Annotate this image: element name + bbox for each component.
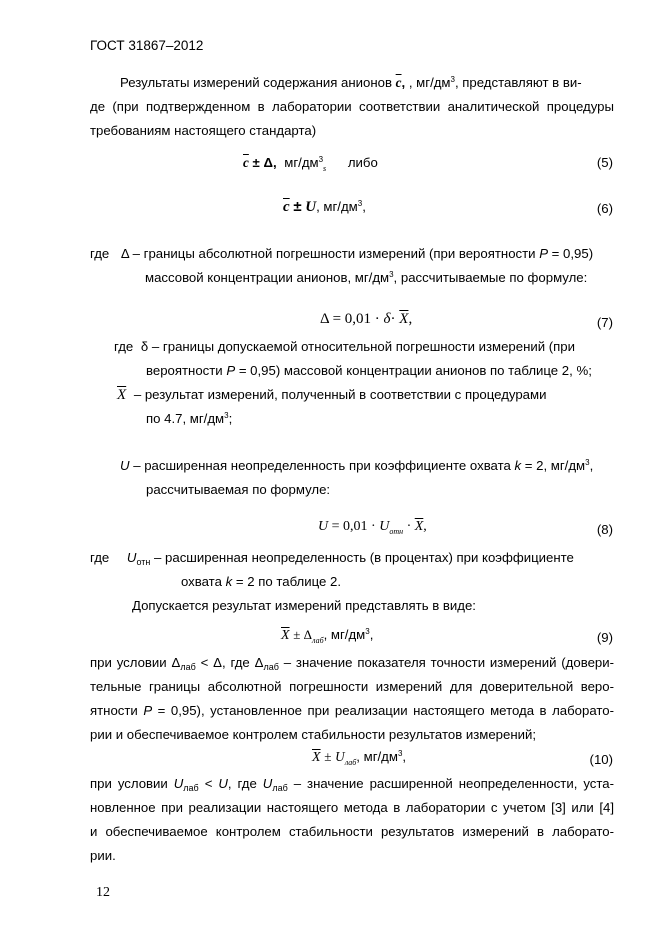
comma: , (408, 311, 413, 327)
document-header: ГОСТ 31867–2012 (90, 38, 204, 53)
comma: , (401, 75, 406, 90)
equation-number-5: (5) (596, 155, 613, 170)
plus-minus: ± (324, 749, 332, 764)
text: при условии Δ (90, 655, 181, 670)
text: = 0,95) массовой концентрации анионов по таблице 2, %; (238, 363, 592, 378)
paragraph-condition-9-line-2: тельные границы абсолютной погрешности измерений для доверительной веро- (90, 679, 614, 694)
superscript: 3 (389, 270, 394, 279)
symbol-k: k (514, 458, 522, 473)
text: < (204, 776, 213, 791)
plus-minus: ± (293, 198, 302, 215)
unit-text: , мг/дм (316, 199, 358, 214)
symbol-X-mean: $\overline{X}$ (399, 311, 409, 327)
superscript: 3 (450, 75, 455, 84)
equation-number-6: (6) (596, 201, 613, 216)
subscript: лаб (263, 662, 279, 672)
text-or: либо (347, 155, 378, 170)
paragraph-condition-10-line-1 (90, 776, 614, 791)
definition-delta-line-1 (90, 246, 593, 261)
subscript: лаб (183, 783, 199, 793)
text: массовой концентрации анионов, мг/дм (145, 270, 390, 285)
symbol-U: U (305, 199, 317, 215)
superscript: 3 (318, 155, 324, 164)
subscript-lab: лаб (311, 636, 324, 645)
text: = 0,95) (551, 246, 594, 261)
symbol-X-mean: $\overline{X}$ (312, 750, 321, 765)
comma: , (272, 155, 277, 170)
text-where: где (90, 246, 110, 261)
unit-text: мг/дм (284, 155, 319, 170)
equation-5 (243, 155, 378, 171)
superscript: 3 (397, 749, 403, 758)
text-where: где (114, 339, 134, 354)
text: по 4.7, мг/дм (146, 411, 225, 426)
symbol-delta-small: δ (383, 311, 391, 327)
paragraph-condition-9-line-3 (90, 703, 614, 718)
unit-text: , мг/дм (356, 749, 398, 764)
equation-number-7: (7) (596, 315, 613, 330)
text: – расширенная неопределенность (в процентах) при коэффициенте (154, 550, 574, 565)
text: – значение расширенной неопределенности, уста- (293, 776, 614, 791)
paragraph-results-line-1 (120, 75, 582, 91)
symbol-P: P (143, 703, 153, 718)
formula-text: = 0,01 · (331, 519, 376, 534)
paragraph-condition-10-line-3: и обеспечиваемое контролем стабильности результатов измерений в лаборато- (90, 824, 614, 839)
text: при условии (90, 776, 168, 791)
text: = 2 по таблице 2. (235, 574, 342, 589)
text: , где (227, 776, 257, 791)
text-where: где (90, 550, 110, 565)
symbol-U: U (126, 550, 137, 565)
definition-delta-line-2 (145, 270, 587, 285)
equation-number-9: (9) (596, 630, 613, 645)
symbol-U: U (173, 776, 184, 791)
equation-6 (283, 198, 366, 216)
text: , представляют в ви- (454, 75, 582, 90)
symbol-c-mean: $\overline{c}$ (395, 75, 402, 90)
definition-U-line-2: рассчитываемая по формуле: (146, 482, 331, 497)
subscript: лаб (180, 662, 196, 672)
symbol-X-mean: $\overline{X}$ (117, 387, 127, 403)
equation-number-8: (8) (596, 522, 613, 537)
text: = 2, мг/дм (524, 458, 586, 473)
subscript: s (323, 164, 327, 173)
definition-X-line-1 (117, 387, 546, 404)
equation-10 (312, 749, 406, 766)
paragraph-results-line-2: де (при подтвержденном в лаборатории соответствии аналитической процедуры (90, 99, 614, 114)
paragraph-condition-10-line-4: рии. (90, 848, 116, 863)
allowed-statement: Допускается результат измерений представлять в виде: (132, 598, 476, 613)
symbol-c-mean: $\overline{c}$ (243, 155, 249, 170)
symbol-U: U (318, 519, 329, 534)
subscript: отн (136, 557, 151, 567)
text: = 0,95), установленное при реализации настоящего метода в лаборато- (157, 703, 614, 718)
plus-minus-delta: ± Δ (293, 627, 312, 642)
comma: , (369, 627, 374, 642)
text: – расширенная неопределенность при коэффициенте охвата (133, 458, 511, 473)
superscript: 3 (357, 199, 363, 208)
superscript: 3 (365, 627, 370, 636)
definition-X-line-2 (146, 411, 232, 426)
formula-text: Δ = 0,01 · (320, 311, 380, 327)
definition-U-line-1 (120, 458, 593, 473)
equation-number-10: (10) (589, 752, 613, 767)
dot: · (406, 519, 412, 534)
symbol-X-mean: $\overline{X}$ (414, 519, 424, 534)
text: ятности (90, 703, 138, 718)
subscript-otn: отн (389, 527, 404, 536)
paragraph-condition-9-line-1 (90, 655, 614, 670)
text: Δ – границы абсолютной погрешности измерений (при вероятности (120, 246, 536, 261)
plus-minus: ± (252, 155, 260, 170)
paragraph-condition-10-line-2: новленное при реализации настоящего метода в лаборатории с учетом [3] или [4] (90, 800, 614, 815)
symbol-P: P (226, 363, 236, 378)
symbol-delta: Δ (263, 155, 273, 170)
comma: , (589, 458, 594, 473)
text: вероятности (146, 363, 223, 378)
comma: , (362, 199, 366, 214)
unit-text: , мг/дм (323, 627, 366, 642)
text: < Δ, где Δ (200, 655, 264, 670)
text: охвата (181, 574, 222, 589)
symbol-P: P (539, 246, 548, 261)
definition-Uotn-line-2 (181, 574, 341, 589)
equation-9 (281, 627, 373, 644)
symbol-U: U (335, 749, 345, 764)
symbol-U: U (379, 519, 390, 534)
page-number: 12 (96, 885, 110, 900)
definition-sigma-line-1 (114, 339, 575, 354)
text: , рассчитываемые по формуле: (393, 270, 588, 285)
symbol-U: U (218, 776, 228, 791)
text: Результаты измерений содержания анионов (120, 75, 392, 90)
symbol-U: U (262, 776, 273, 791)
definition-Uotn-line-1 (90, 550, 574, 565)
subscript-lab: лаб (344, 758, 357, 767)
text: – значение показателя точности измерений (довери- (283, 655, 614, 670)
paragraph-results-line-3: требованиям настоящего стандарта) (90, 123, 317, 138)
superscript: 3 (585, 458, 590, 467)
symbol-k: k (225, 574, 233, 589)
unit-text: , мг/дм (408, 75, 451, 90)
equation-8 (318, 519, 427, 535)
paragraph-condition-9-line-4: рии и обеспечиваемое контролем стабильности результатов измерений; (90, 727, 537, 742)
comma: , (423, 519, 427, 534)
text: – результат измерений, полученный в соответствии с процедурами (133, 387, 547, 402)
dot: · (390, 311, 396, 327)
symbol-c-mean: $\overline{c}$ (283, 199, 290, 215)
equation-7 (320, 311, 412, 328)
text: δ – границы допускаемой относительной погрешности измерений (при (140, 339, 575, 354)
symbol-X-mean: $\overline{X}$ (281, 628, 290, 643)
comma: , (402, 749, 407, 764)
text: ; (228, 411, 233, 426)
superscript: 3 (224, 411, 229, 420)
subscript: лаб (272, 783, 288, 793)
definition-sigma-line-2 (146, 363, 592, 378)
symbol-U: U (120, 458, 130, 473)
